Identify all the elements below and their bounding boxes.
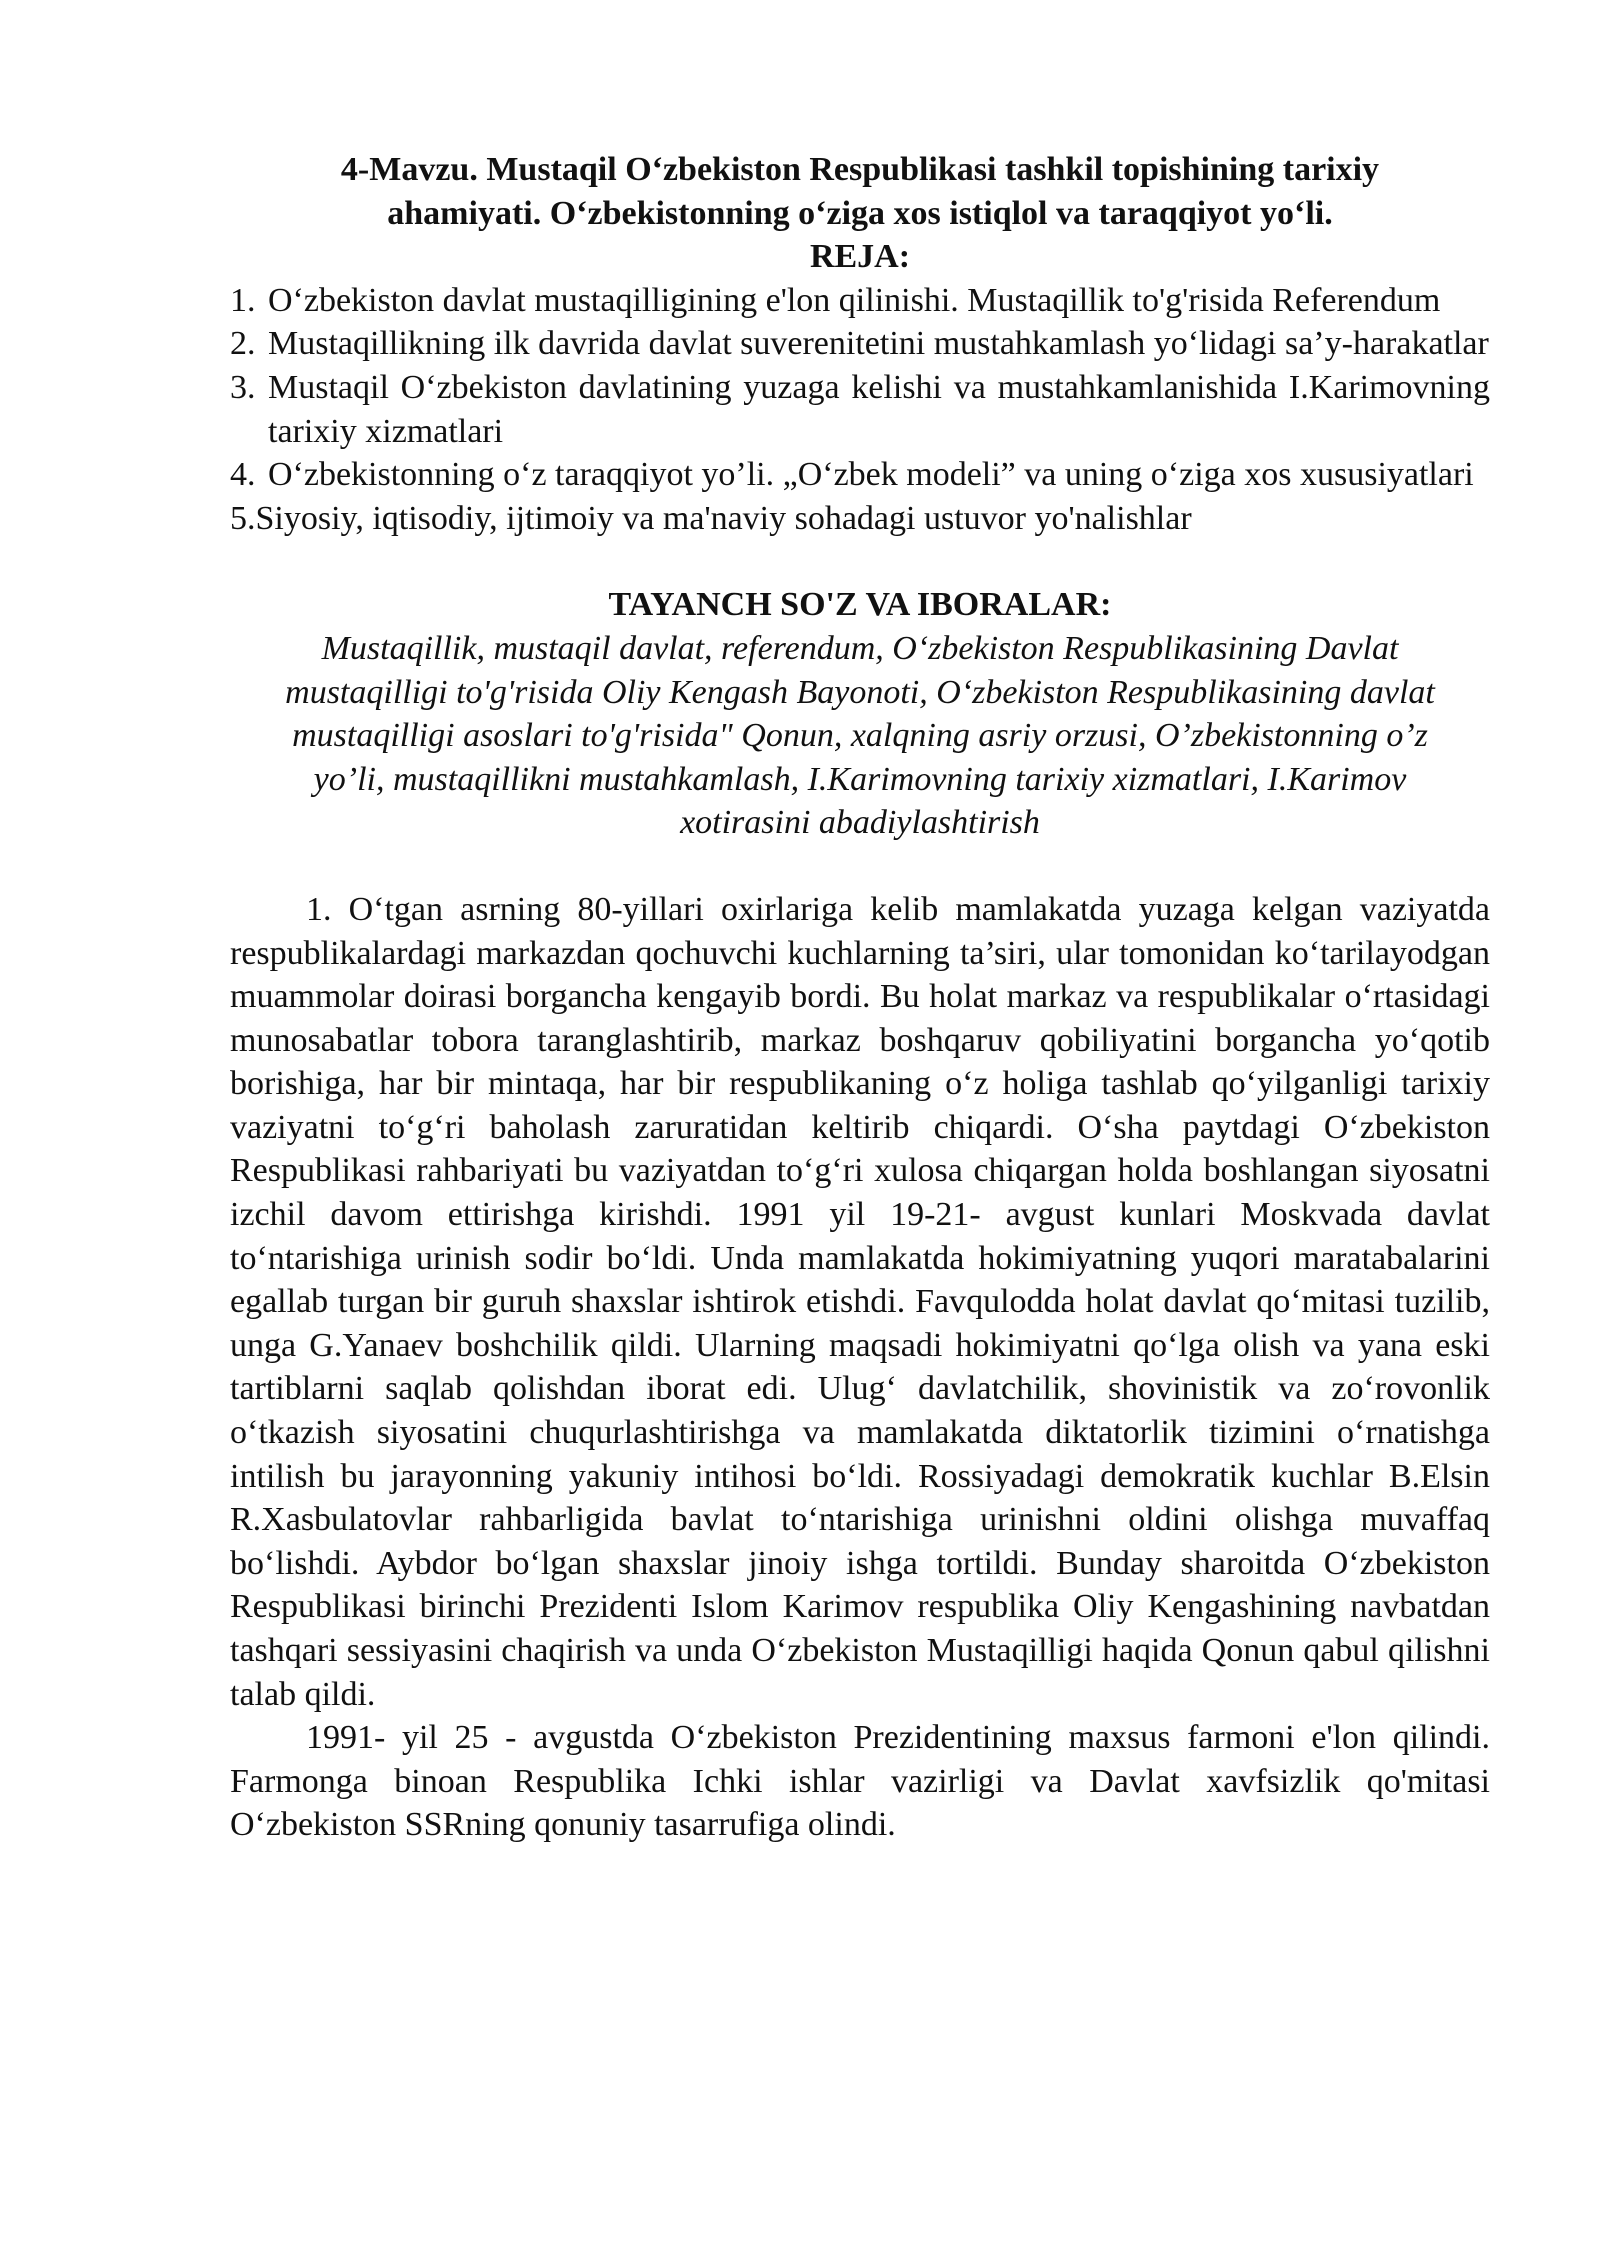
plan-item-text: Mustaqillikning ilk davrida davlat suverenitetini mustahkamlash yo‘lidagi sa’y-harakatlar [268,325,1489,363]
document-page [230,148,1490,1847]
plan-item [230,497,1490,541]
plan-item-text: O‘zbekistonning o‘z taraqqiyot yo’li. „O‘zbek modeli” va uning o‘ziga xos xususiyatlari [268,456,1474,494]
plan-list [230,279,1490,541]
plan-item [230,366,1490,453]
plan-item-number: 5. [230,499,256,537]
body-paragraph-1: 1. O‘tgan asrning 80-yillari oxirlariga kelib mamlakatda yuzaga kelgan vaziyatda respublikalardagi markazdan qochuvchi kuchlarning ta’siri, ular tomonidan ko‘tarilayodgan muammolar doirasi borgancha kengayib bordi. Bu holat markaz va respublikalar o‘rtasidagi munosabatlar tobora taranglashtirib, markaz boshqaruv qobiliyatini borgancha yo‘qotib borishiga, har bir mintaqa, har bir respublikaning o‘z holiga tashlab qo‘yilganligi tarixiy vaziyatni to‘g‘ri baholash zaruratidan keltirib chiqardi. O‘sha paytdagi O‘zbekiston Respublikasi rahbariyati bu vaziyatdan to‘g‘ri xulosa chiqargan holda boshlangan siyosatni izchil davom ettirishga kirishdi. 1991 yil 19-21- avgust kunlari Moskvada davlat to‘ntarishiga urinish sodir bo‘ldi. Unda mamlakatda hokimiyatning yuqori maratabalarini egallab turgan bir guruh shaxslar ishtirok etishdi. Favqulodda holat davlat qo‘mitasi tuzilib, unga G.Yanaev boshchilik qildi. Ularning maqsadi hokimiyatni qo‘lga olish va yana eski tartiblarni saqlab qolishdan iborat edi. Ulug‘ davlatchilik, shovinistik va zo‘rovonlik o‘tkazish siyosatini chuqurlashtirishga va mamlakatda diktatorlik tizimini o‘rnatishga intilish bu jarayonning yakuniy intihosi bo‘ldi. Rossiyadagi demokratik kuchlar B.Elsin R.Xasbulatovlar rahbarligida bavlat to‘ntarishiga urinishni oldini olishga muvaffaq bo‘lishdi. Aybdor bo‘lgan shaxslar jinoiy ishga tortildi. Bunday sharoitda O‘zbekiston Respublikasi birinchi Prezidenti Islom Karimov respublika Oliy Kengashining navbatdan tashqari sessiyasini chaqirish va unda O‘zbekiston Mustaqilligi haqida Qonun qabul qilishni talab qildi. [230,890,1490,1713]
plan-item-number: 4. [230,456,256,494]
keywords-heading: TAYANCH SO'Z VA IBORALAR: [608,586,1112,624]
plan-item-text: Mustaqil O‘zbekiston davlatining yuzaga kelishi va mustahkamlanishida I.Karimovning tarixiy xizmatlari [268,368,1490,450]
plan-item-text: Siyosiy, iqtisodiy, ijtimoiy va ma'naviy sohadagi ustuvor yo'nalishlar [255,499,1192,537]
plan-item-number: 2. [230,325,256,363]
keywords-text: Mustaqillik, mustaqil davlat, referendum, O‘zbekiston Respublikasining Davlat mustaqilligi to'g'risida Oliy Kengash Bayonoti, O‘zbekiston Respublikasining davlat mustaqilligi asoslari to'g'risida" Qonun, xalqning asriy orzusi, O’zbekistonning o’z yo’li, mustaqillikni mustahkamlash, I.Karimovning tarixiy xizmatlari, I.Karimov xotirasini abadiylashtirish [285,629,1435,842]
plan-item [230,453,1490,497]
document-title: 4-Mavzu. Mustaqil O‘zbekiston Respublikasi tashkil topishining tarixiy ahamiyati. O‘zbekistonning o‘ziga xos istiqlol va taraqqiyot yo‘li. [340,151,1380,232]
body-paragraph-2: 1991- yil 25 - avgustda O‘zbekiston Prezidentining maxsus farmoni e'lon qilindi. Farmonga binoan Respublika Ichki ishlar vazirligi va Davlat xavfsizlik qo'mitasi O‘zbekiston SSRning qonuniy tasarrufiga olindi. [230,1719,1490,1844]
plan-item [230,322,1490,366]
plan-item [230,279,1490,323]
plan-item-text: O‘zbekiston davlat mustaqilligining e'lon qilinishi. Mustaqillik to'g'risida Referendum [268,281,1441,319]
plan-heading: REJA: [809,238,911,276]
plan-item-number: 3. [230,368,256,406]
plan-item-number: 1. [230,281,256,319]
